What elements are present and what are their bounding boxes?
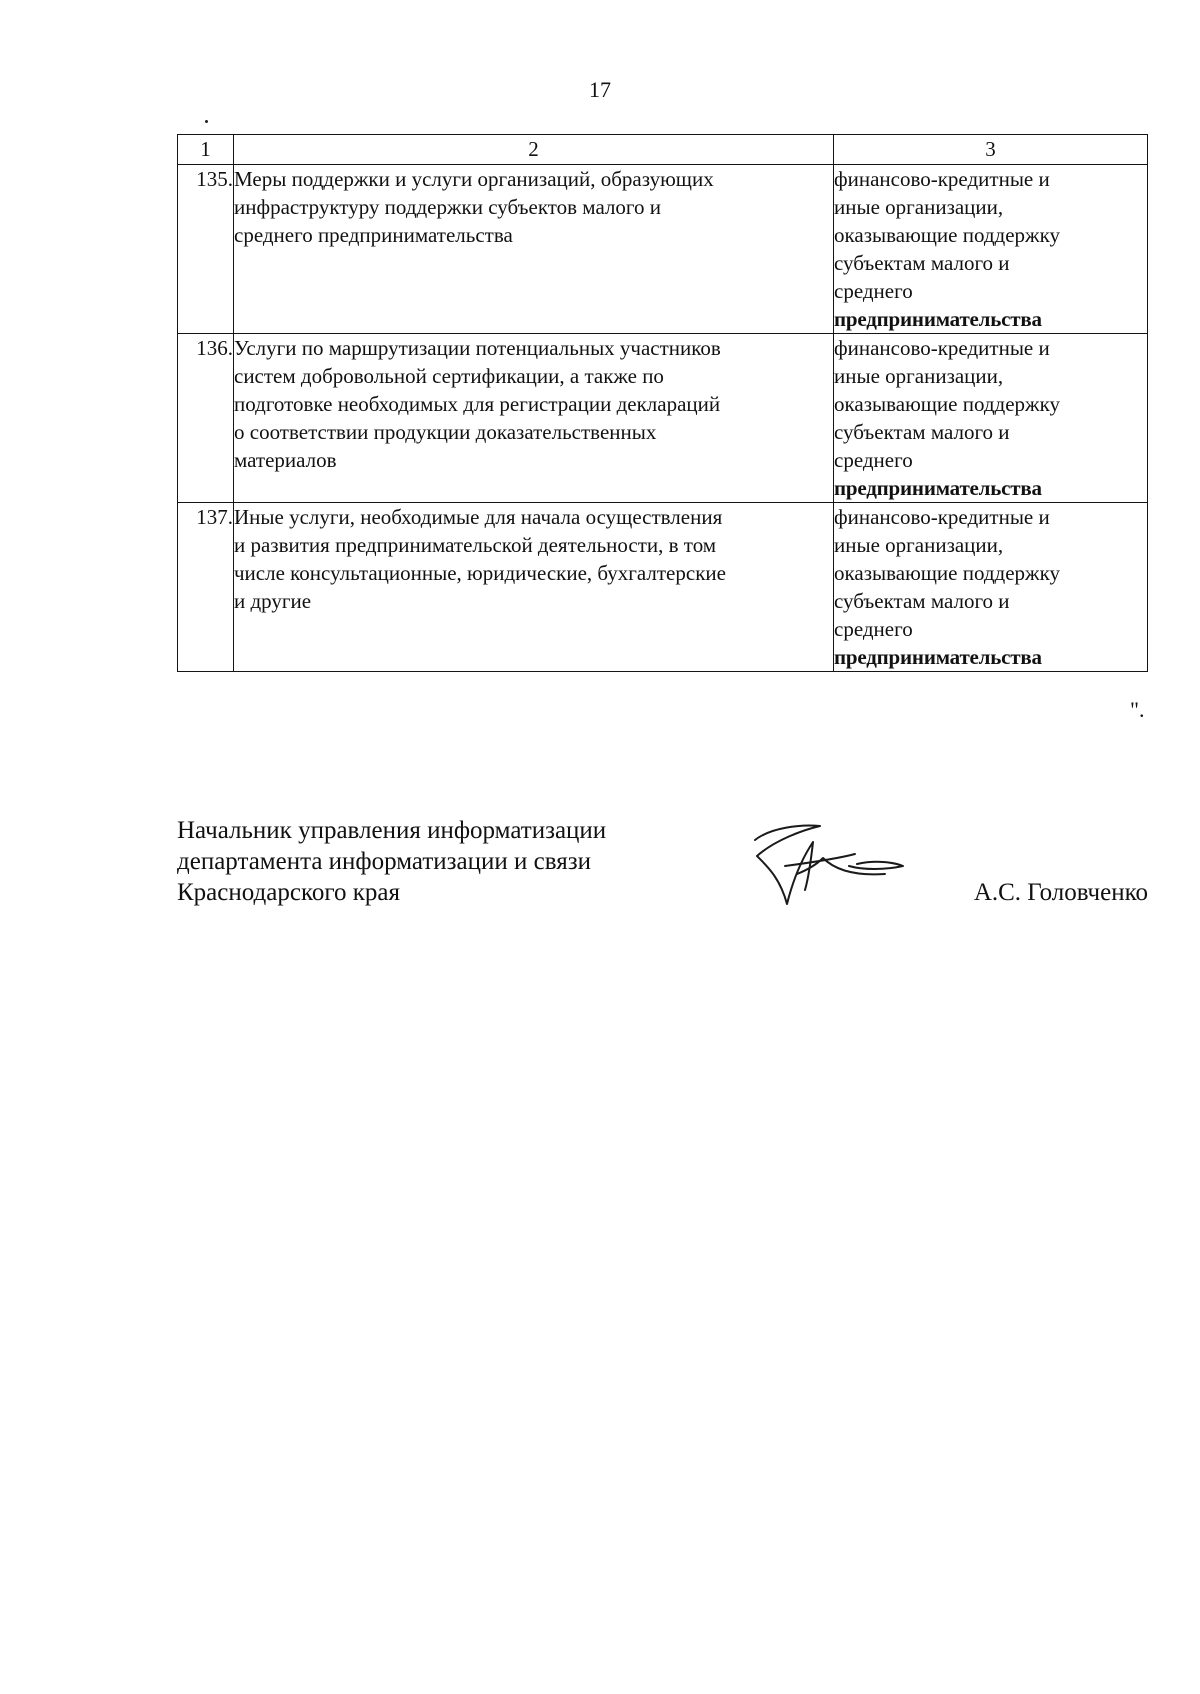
provider-text-line: иные организации, [834, 195, 1004, 219]
service-description [234, 165, 834, 334]
signatory-position [177, 815, 606, 908]
closing-quote-mark: ". [1130, 697, 1145, 722]
handwritten-signature [745, 820, 915, 910]
signatory-position-line: Краснодарского края [177, 879, 400, 906]
row-number: 135. [178, 165, 234, 334]
provider-description [834, 334, 1148, 503]
provider-text-line: среднего [834, 279, 913, 303]
provider-text-line: предпринимательства [834, 645, 1042, 669]
signatory-position-line: Начальник управления информатизации [177, 817, 607, 844]
service-text-line: Меры поддержки и услуги организаций, образующих [234, 167, 714, 191]
service-text-line: материалов [234, 448, 337, 472]
table-row [178, 165, 1148, 334]
provider-text-line: предпринимательства [834, 476, 1042, 500]
column-header-service: 2 [234, 135, 834, 165]
signatory-name: А.С. Головченко [973, 879, 1148, 906]
row-number: 136. [178, 334, 234, 503]
table-row [178, 503, 1148, 672]
service-text-line: инфраструктуру поддержки субъектов малого и [234, 195, 662, 219]
service-description [234, 503, 834, 672]
service-description [234, 334, 834, 503]
service-text-line: Услуги по маршрутизации потенциальных участников [234, 336, 721, 360]
service-text-line: и развития предпринимательской деятельности, в том [234, 533, 717, 557]
signatory-position-line: департамента информатизации и связи [177, 848, 591, 875]
provider-text-line: иные организации, [834, 533, 1004, 557]
services-table [177, 134, 1148, 672]
provider-text-line: финансово-кредитные и [834, 167, 1050, 191]
row-number: 137. [178, 503, 234, 672]
table-body [178, 165, 1148, 672]
provider-text-line: оказывающие поддержку [834, 561, 1060, 585]
table-header-row [178, 135, 1148, 165]
provider-text-line: финансово-кредитные и [834, 336, 1050, 360]
service-text-line: подготовке необходимых для регистрации деклараций [234, 392, 721, 416]
provider-text-line: субъектам малого и [834, 251, 1010, 275]
provider-text-line: оказывающие поддержку [834, 223, 1060, 247]
service-text-line: и другие [234, 589, 312, 613]
scan-dot [205, 120, 208, 123]
page-number: 17 [589, 77, 611, 102]
column-header-number: 1 [178, 135, 234, 165]
provider-text-line: субъектам малого и [834, 589, 1010, 613]
service-text-line: среднего предпринимательства [234, 223, 513, 247]
service-text-line: числе консультационные, юридические, бухгалтерские [234, 561, 726, 585]
provider-text-line: среднего [834, 617, 913, 641]
service-text-line: о соответствии продукции доказательственных [234, 420, 657, 444]
provider-text-line: среднего [834, 448, 913, 472]
table-row [178, 334, 1148, 503]
column-header-provider: 3 [834, 135, 1148, 165]
service-text-line: Иные услуги, необходимые для начала осуществления [234, 505, 723, 529]
provider-text-line: субъектам малого и [834, 420, 1010, 444]
provider-text-line: предпринимательства [834, 307, 1042, 331]
provider-text-line: иные организации, [834, 364, 1004, 388]
provider-text-line: оказывающие поддержку [834, 392, 1060, 416]
provider-text-line: финансово-кредитные и [834, 505, 1050, 529]
provider-description [834, 165, 1148, 334]
service-text-line: систем добровольной сертификации, а также по [234, 364, 664, 388]
provider-description [834, 503, 1148, 672]
